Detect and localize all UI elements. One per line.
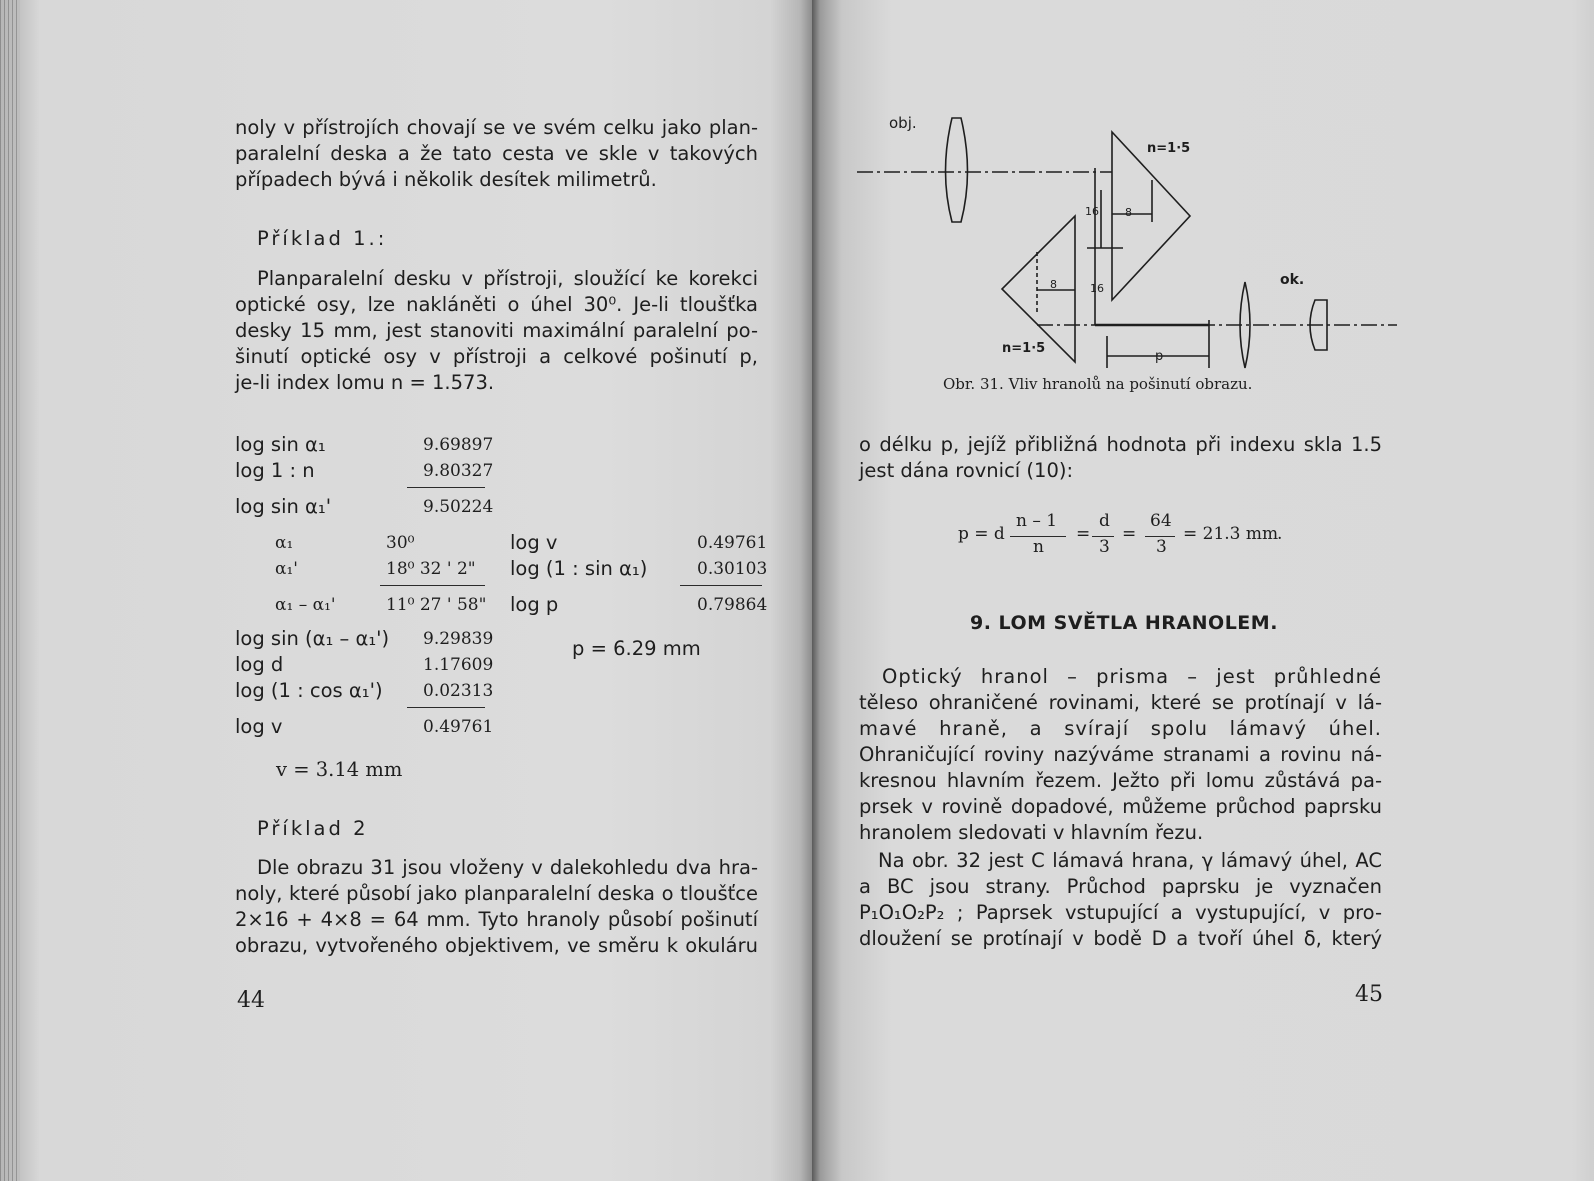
formula-numerator: 64 bbox=[1150, 511, 1172, 531]
sum-rule bbox=[407, 707, 485, 708]
page-number: 44 bbox=[237, 988, 265, 1013]
page-edge-stack bbox=[0, 0, 20, 1181]
paragraph-line: a BC jsou strany. Průchod paprsku je vyznačen bbox=[859, 875, 1382, 898]
formula-denominator: 3 bbox=[1099, 537, 1110, 557]
paragraph-line: případech bývá i několik desítek milimetrů. bbox=[235, 168, 657, 191]
paragraph-line: Dle obrazu 31 jsou vloženy v dalekohledu dva hra- bbox=[257, 856, 758, 879]
formula-result: = 21.3 mm bbox=[1183, 524, 1279, 544]
paragraph-line: hranolem sledovati v hlavním řezu. bbox=[859, 821, 1204, 844]
paragraph-line: obrazu, vytvořeného objektivem, ve směru k okuláru bbox=[235, 934, 758, 957]
formula-equals: = bbox=[1122, 524, 1137, 544]
calc-label: log v bbox=[510, 531, 558, 554]
paragraph-line: Ohraničující roviny nazýváme stranami a rovinu ná- bbox=[859, 743, 1382, 766]
page-number: 45 bbox=[1355, 982, 1383, 1007]
calc-value: 0.49761 bbox=[423, 717, 494, 737]
label-ok: ok. bbox=[1280, 272, 1305, 288]
calc-label: log (1 : cos α₁') bbox=[235, 679, 383, 702]
paragraph-line: je-li index lomu n = 1.573. bbox=[235, 371, 495, 394]
sum-rule bbox=[407, 487, 485, 488]
prism-figure bbox=[857, 100, 1397, 370]
label-n-bottom: n=1·5 bbox=[1002, 341, 1046, 356]
calc-value: 0.30103 bbox=[697, 559, 768, 579]
label-obj: obj. bbox=[889, 114, 917, 132]
calc-label: log d bbox=[235, 653, 284, 676]
paragraph-line: Optický hranol – prisma – jest průhledné bbox=[882, 665, 1382, 688]
difference-rule bbox=[380, 585, 485, 586]
upper-prism bbox=[1112, 132, 1190, 300]
formula-denominator: 3 bbox=[1156, 537, 1167, 557]
calc-value: 9.50224 bbox=[423, 497, 494, 517]
paragraph-line: desky 15 mm, jest stanoviti maximální paralelní po- bbox=[235, 319, 758, 342]
label-p: p bbox=[1155, 349, 1164, 364]
formula-numerator: n – 1 bbox=[1016, 511, 1058, 531]
calc-label: log v bbox=[235, 715, 283, 738]
calc-label: log 1 : n bbox=[235, 459, 315, 482]
label-8-bottom: 8 bbox=[1050, 278, 1057, 291]
paragraph-line: paralelní deska a že tato cesta ve skle v takových bbox=[235, 142, 758, 165]
paragraph-line: Planparalelní desku v přístroji, sloužící ke korekci bbox=[257, 267, 758, 290]
formula-equals: = bbox=[1076, 524, 1091, 544]
calc-value: 0.79864 bbox=[697, 595, 768, 615]
example-2-title: Příklad 2 bbox=[257, 817, 369, 840]
paragraph-line: o délku p, jejíž přibližná hodnota při indexu skla 1.5 bbox=[859, 433, 1382, 456]
paragraph-line: noly, které působí jako planparalelní deska o tloušťce bbox=[235, 882, 758, 905]
figure-caption: Obr. 31. Vliv hranolů na pošinutí obrazu. bbox=[943, 375, 1253, 393]
label-8-top: 8 bbox=[1125, 206, 1132, 219]
calc-value: 0.02313 bbox=[423, 681, 494, 701]
paragraph-line: mavé hraně, a svírají spolu lámavý úhel. bbox=[859, 717, 1382, 740]
result-v: v = 3.14 mm bbox=[276, 758, 403, 781]
paragraph-line: jest dána rovnicí (10): bbox=[859, 459, 1074, 482]
calc-value: 1.17609 bbox=[423, 655, 494, 675]
calc-label: log p bbox=[510, 593, 559, 616]
calc-value: 30⁰ bbox=[386, 533, 415, 553]
calc-label: log sin α₁ bbox=[235, 433, 326, 456]
paragraph-line: dloužení se protínají v bodě D a tvoří úhel δ, který bbox=[859, 927, 1382, 950]
calc-value: 0.49761 bbox=[697, 533, 768, 553]
objective-lens bbox=[946, 118, 968, 222]
calc-label: α₁ – α₁' bbox=[275, 595, 336, 615]
calc-value: 18⁰ 32 ' 2" bbox=[386, 559, 476, 579]
paragraph-line: P₁O₁O₂P₂ ; Paprsek vstupující a vystupující, v pro- bbox=[859, 901, 1382, 924]
calc-value: 9.80327 bbox=[423, 461, 494, 481]
calc-value: 9.69897 bbox=[423, 435, 494, 455]
paragraph-line: Na obr. 32 jest C lámavá hrana, γ lámavý úhel, AC bbox=[878, 849, 1382, 872]
example-1-title: Příklad 1.: bbox=[257, 227, 388, 250]
paragraph-line: šinutí optické osy v přístroji a celkové pošinutí p, bbox=[235, 345, 758, 368]
label-n-top: n=1·5 bbox=[1147, 141, 1191, 156]
formula-numerator: d bbox=[1099, 511, 1110, 531]
paragraph-line: těleso ohraničené rovinami, které se protínají v lá- bbox=[859, 691, 1382, 714]
formula-lhs: p = d bbox=[958, 524, 1005, 544]
right-page bbox=[812, 0, 1594, 1181]
result-p: p = 6.29 mm bbox=[572, 637, 701, 660]
paragraph-line: 2×16 + 4×8 = 64 mm. Tyto hranoly působí pošinutí bbox=[235, 908, 758, 931]
difference-rule bbox=[680, 585, 762, 586]
paragraph-line: noly v přístrojích chovají se ve svém celku jako plan- bbox=[235, 116, 758, 139]
calc-label: log (1 : sin α₁) bbox=[510, 557, 648, 580]
label-16-top: 16 bbox=[1085, 205, 1099, 218]
calc-label: log sin α₁' bbox=[235, 495, 332, 518]
paragraph-line: prsek v rovině dopadové, můžeme průchod paprsku bbox=[859, 795, 1382, 818]
calc-label: α₁' bbox=[275, 559, 298, 579]
calc-value: 11⁰ 27 ' 58" bbox=[386, 595, 487, 615]
section-heading: 9. LOM SVĚTLA HRANOLEM. bbox=[970, 612, 1278, 634]
calc-label: α₁ bbox=[275, 533, 294, 553]
paragraph-line: optické osy, lze nakláněti o úhel 30⁰. Je-li tloušťka bbox=[235, 293, 758, 316]
calc-value: 9.29839 bbox=[423, 629, 494, 649]
paragraph-line: kresnou hlavním řezem. Ježto při lomu zůstává pa- bbox=[859, 769, 1382, 792]
calc-label: log sin (α₁ – α₁') bbox=[235, 627, 390, 650]
label-16-bottom: 16 bbox=[1090, 282, 1104, 295]
formula-denominator: n bbox=[1033, 537, 1044, 557]
formula-dot: . bbox=[1277, 524, 1283, 544]
